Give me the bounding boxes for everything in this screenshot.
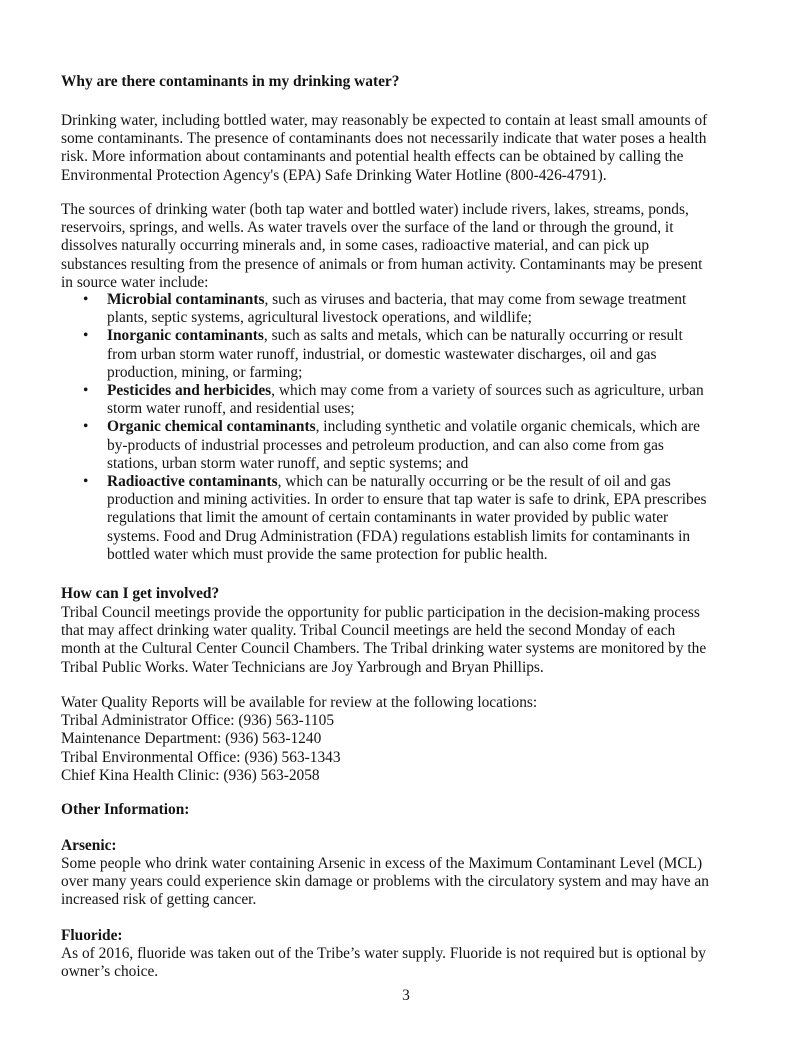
text-line: The sources of drinking water (both tap water and bottled water) include rivers, lakes, streams, ponds, bbox=[61, 201, 689, 218]
paragraph-bottled-water bbox=[61, 112, 751, 185]
location-line: Tribal Environmental Office: (936) 563-1343 bbox=[61, 748, 341, 766]
list-item-organic bbox=[61, 418, 751, 473]
term-description: , including synthetic and volatile organic chemicals, which are bbox=[315, 418, 700, 436]
paragraph-fluoride bbox=[61, 945, 751, 981]
text-line: dissolves naturally occurring minerals and, in some cases, radioactive material, and can pick up bbox=[61, 237, 650, 255]
text-line: storm water runoff, and residential uses; bbox=[107, 400, 355, 418]
contaminant-list bbox=[61, 291, 751, 564]
bullet-marker: • bbox=[83, 418, 89, 436]
list-item-microbial bbox=[61, 291, 751, 327]
text-line: production, mining, or farming; bbox=[107, 363, 303, 381]
term-bold: Pesticides and herbicides bbox=[107, 382, 272, 400]
bullet-marker: • bbox=[83, 473, 89, 491]
text-line: reservoirs, springs, and wells. As water travels over the surface of the land or through the ground, it bbox=[61, 219, 674, 237]
report-locations bbox=[61, 694, 751, 785]
term-bold: Inorganic contaminants bbox=[107, 327, 264, 345]
term-description: , which can be naturally occurring or be the result of oil and gas bbox=[277, 473, 671, 491]
text-line: increased risk of getting cancer. bbox=[61, 891, 257, 909]
text-line bbox=[107, 473, 751, 491]
heading-other-information: Other Information: bbox=[61, 801, 190, 818]
list-item-pesticides bbox=[61, 382, 751, 418]
paragraph-arsenic bbox=[61, 855, 751, 910]
text-line: Environmental Protection Agency's (EPA) Safe Drinking Water Hotline (800-426-4791). bbox=[61, 166, 607, 184]
paragraph-tribal-council bbox=[61, 604, 751, 677]
term-bold: Organic chemical contaminants bbox=[107, 418, 316, 436]
text-line: systems. Food and Drug Administration (FDA) regulations establish limits for contaminants in bbox=[107, 527, 691, 545]
location-line: Chief Kina Health Clinic: (936) 563-2058 bbox=[61, 766, 320, 784]
text-line bbox=[107, 418, 751, 436]
bullet-marker: • bbox=[83, 291, 89, 308]
term-description: , such as salts and metals, which can be naturally occurring or result bbox=[263, 327, 683, 345]
term-bold: Radioactive contaminants bbox=[107, 473, 278, 491]
location-line: Maintenance Department: (936) 563-1240 bbox=[61, 730, 322, 748]
text-line: month at the Cultural Center Council Chambers. The Tribal drinking water systems are monitored by the bbox=[61, 640, 707, 658]
text-line: Tribal Council meetings provide the opportunity for public participation in the decision-making process bbox=[61, 604, 700, 621]
text-line: Some people who drink water containing Arsenic in excess of the Maximum Contaminant Level (MCL) bbox=[61, 855, 703, 872]
list-item-radioactive bbox=[61, 473, 751, 564]
text-line: stations, urban storm water runoff, and septic systems; and bbox=[107, 454, 469, 472]
text-line: Drinking water, including bottled water, may reasonably be expected to contain at least small amounts of bbox=[61, 112, 708, 129]
text-line: Tribal Public Works. Water Technicians are Joy Yarbrough and Bryan Phillips. bbox=[61, 658, 544, 676]
text-line: risk. More information about contaminants and potential health effects can be obtained by calling the bbox=[61, 148, 684, 166]
paragraph-water-sources bbox=[61, 201, 751, 292]
term-description: , such as viruses and bacteria, that may come from sewage treatment bbox=[264, 291, 687, 308]
text-line: owner’s choice. bbox=[61, 963, 159, 981]
term-bold: Microbial contaminants bbox=[107, 291, 265, 308]
text-line: by-products of industrial processes and petroleum production, and can also come from gas bbox=[107, 436, 664, 454]
text-line: in source water include: bbox=[61, 273, 209, 291]
text-line: from urban storm water runoff, industrial, or domestic wastewater discharges, oil and gas bbox=[107, 345, 657, 363]
text-line: production and mining activities. In order to ensure that tap water is safe to drink, EPA prescribes bbox=[107, 491, 707, 509]
text-line: plants, septic systems, agricultural livestock operations, and wildlife; bbox=[107, 309, 532, 327]
page-number: 3 bbox=[402, 987, 410, 1004]
text-line: over many years could experience skin damage or problems with the circulatory system and may have an bbox=[61, 873, 709, 891]
list-item-inorganic bbox=[61, 327, 751, 382]
heading-how-get-involved: How can I get involved? bbox=[61, 585, 220, 602]
text-line: regulations that limit the amount of certain contaminants in water provided by public water bbox=[107, 509, 669, 527]
text-line bbox=[107, 382, 751, 400]
locations-intro: Water Quality Reports will be available for review at the following locations: bbox=[61, 694, 538, 711]
text-line bbox=[107, 291, 751, 309]
text-line: some contaminants. The presence of contaminants does not necessarily indicate that water poses a health bbox=[61, 130, 707, 148]
heading-why-contaminants: Why are there contaminants in my drinking water? bbox=[61, 73, 400, 90]
heading-arsenic: Arsenic: bbox=[61, 837, 117, 854]
bullet-marker: • bbox=[83, 382, 89, 400]
text-line: substances resulting from the presence of animals or from human activity. Contaminants may be present bbox=[61, 255, 703, 273]
location-line: Tribal Administrator Office: (936) 563-1105 bbox=[61, 712, 335, 730]
text-line: that may affect drinking water quality. Tribal Council meetings are held the second Monday of each bbox=[61, 622, 676, 640]
text-line: bottled water which must provide the same protection for public health. bbox=[107, 545, 548, 563]
text-line bbox=[107, 327, 751, 345]
heading-fluoride: Fluoride: bbox=[61, 927, 123, 944]
text-line: As of 2016, fluoride was taken out of the Tribe’s water supply. Fluoride is not required but is optional by bbox=[61, 945, 706, 962]
term-description: , which may come from a variety of sources such as agriculture, urban bbox=[271, 382, 704, 400]
bullet-marker: • bbox=[83, 327, 89, 345]
